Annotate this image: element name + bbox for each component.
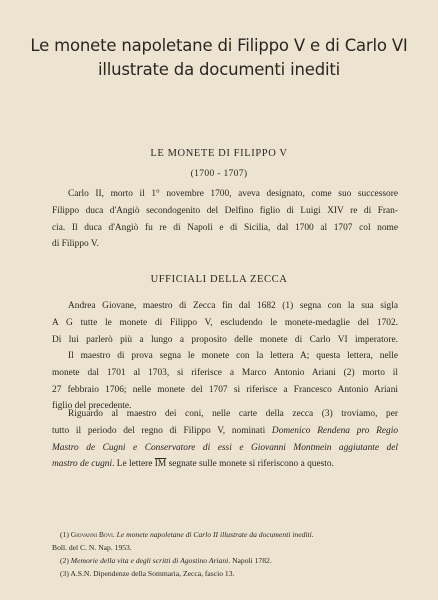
footnote-author: Giovanni Bovi (70, 530, 113, 539)
text-line: 27 febbraio 1706; nelle monete del 1707 si riferisce a Francesco Antonio Ariani (52, 384, 398, 395)
text-run: . Napoli 1782. (228, 556, 272, 565)
text-line (52, 456, 398, 473)
title-line-1: Le monete napoletane di Filippo V e di Carlo VI (30, 36, 408, 55)
footnotes (52, 528, 398, 580)
footnote-number: (1) (60, 530, 71, 539)
text-line: Andrea Giovane, maestro di Zecca fin dal 1682 (1) segna con la sua sigla (68, 301, 398, 311)
footnote-title: Memorie della vita e degli scritti di Agostino Ariani (70, 556, 229, 565)
footnote-2 (52, 554, 398, 567)
text-line: Riguardo al maestro dei coni, nelle carte della zecca (3) troviamo, per (68, 409, 398, 419)
text-line: monete dal 1701 al 1703, si riferisce a Marco Antonio Ariani (2) morto il (52, 367, 398, 378)
paragraph-intro (52, 186, 398, 253)
text-line: Il maestro di prova segna le monete con la lettera A; questa lettera, nelle (68, 351, 398, 361)
text-run: segnate sulle monete si riferiscono a questo. (166, 459, 334, 470)
title-line-2: illustrate da documenti inediti (97, 60, 341, 79)
text-line: cia. Il duca d'Angiò fu re di Napoli e di Sicilia, dal 1700 al 1707 col nome (52, 222, 398, 233)
text-line: figlio del precedente. (52, 401, 132, 412)
paragraph-giovane (52, 298, 398, 348)
page-title (0, 34, 438, 82)
text-line: Filippo duca d'Angiò secondogenito del Delfino figlio di Luigi XIV re di Fran- (52, 205, 398, 216)
paragraph-maestro-coni (52, 406, 398, 473)
section-heading-ufficiali: UFFICIALI DELLA ZECCA (150, 274, 288, 285)
italic-text: Mastro de Cugni e Conservatore di essi e Giovanni Montmein aggiutante del (52, 442, 398, 453)
text-line: di Filippo V. (52, 239, 99, 250)
text-line: A G tutte le monete di Filippo V, escludendo le monete-medaglie del 1702. (52, 317, 398, 328)
italic-text: Domenico Rendena pro Regio (271, 425, 398, 436)
italic-text: mastro de cugni (52, 459, 113, 470)
section-years: (1700 - 1707) (190, 168, 248, 179)
footnote-3: (3) A.S.N. Dipendenze della Sommaria, Zecca, fascio 13. (60, 569, 235, 578)
text-run: . Le lettere (112, 459, 155, 470)
section-heading-filippo: LE MONETE DI FILIPPO V (150, 148, 288, 159)
text-run: tutto il periodo del regno di Filippo V, nominati (52, 425, 272, 436)
text-line: Carlo II, morto il 1° novembre 1700, aveva designato, come suo successore (68, 189, 398, 199)
footnote-number: (2) (60, 556, 71, 565)
text-run: . (112, 530, 117, 539)
footnote-1-cont: Boll. del C. N. Nap. 1953. (52, 543, 132, 552)
monogram-im: $\overline{IM}$ (154, 459, 167, 470)
text-line: Di lui parlerò più a lungo a proposito delle monete di Carlo VI imperatore. (52, 334, 398, 345)
text-line (52, 440, 398, 457)
footnote-1 (52, 528, 398, 541)
footnote-title: Le monete napoletane di Carlo II illustrate da documenti inediti. (116, 530, 314, 539)
text-line (52, 423, 398, 440)
